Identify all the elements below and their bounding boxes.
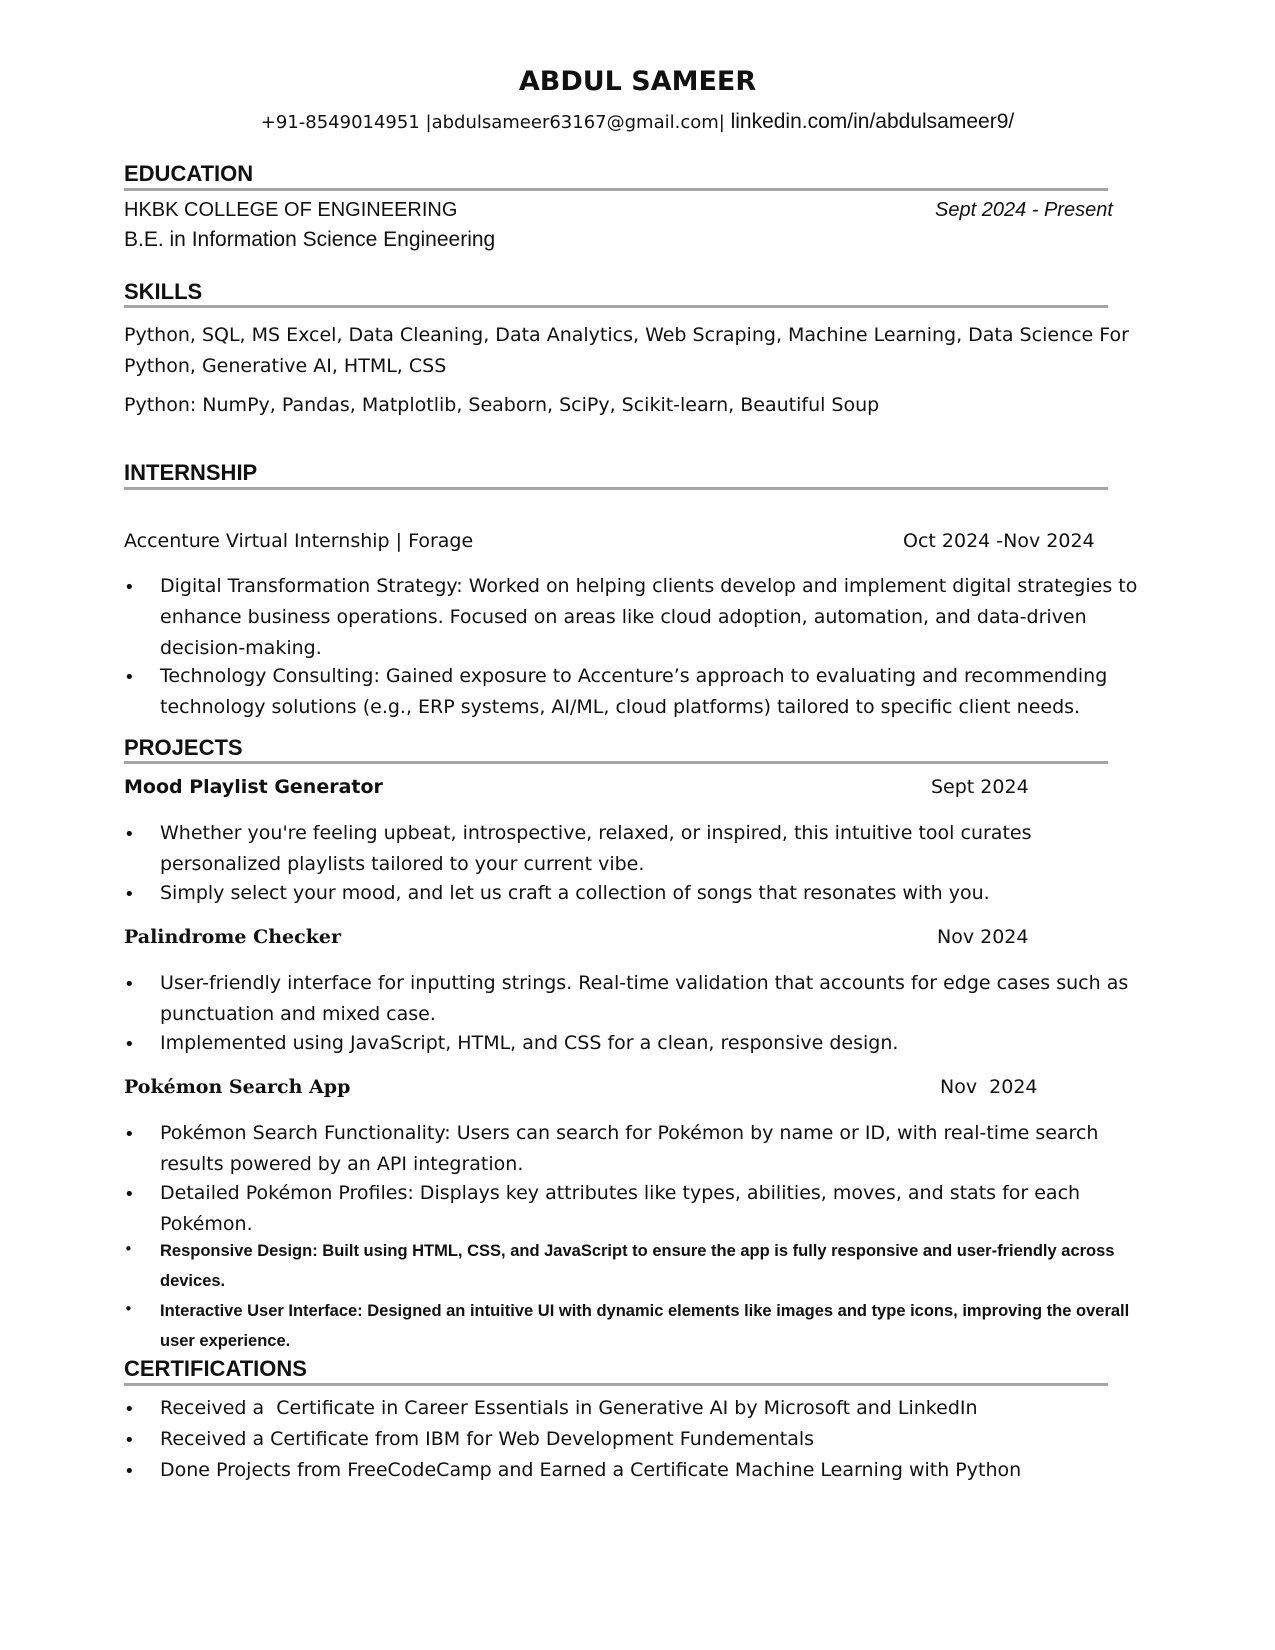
bullet-icon: •	[124, 667, 135, 688]
internship-dates: Oct 2024 -Nov 2024	[903, 530, 1095, 552]
internship-bullet-1: Digital Transformation Strategy: Worked on helping clients develop and implement digital strategies to enhance business operations. Focused on areas like cloud adoption, automation, and data-driven decision-making.	[160, 575, 1138, 659]
contact-text: +91-8549014951 |abdulsameer63167@gmail.com|	[260, 112, 731, 133]
bullet-icon: •	[124, 1240, 133, 1258]
certification-item: Received a Certificate in Career Essentials in Generative AI by Microsoft and LinkedIn	[160, 1397, 978, 1419]
internship-bullet-2: Technology Consulting: Gained exposure to Accenture’s approach to evaluating and recommending technology solutions (e.g., ERP systems, AI/ML, cloud platforms) tailored to specific client needs.	[160, 665, 1108, 718]
project-title: Pokémon Search App	[124, 1076, 351, 1098]
bullet-icon: •	[124, 1034, 135, 1055]
internship-heading: INTERNSHIP	[124, 460, 258, 485]
projects-heading: PROJECTS	[124, 735, 243, 760]
project-bullet: Simply select your mood, and let us craft a collection of songs that resonates with you.	[160, 882, 990, 904]
bullet-icon: •	[124, 1300, 133, 1318]
candidate-name: ABDUL SAMEER	[518, 66, 757, 97]
bullet-icon: •	[124, 974, 135, 995]
bullet-icon: •	[124, 1124, 135, 1145]
projects-divider	[124, 761, 1108, 764]
skills-heading: SKILLS	[124, 279, 203, 304]
certification-item: Done Projects from FreeCodeCamp and Earned a Certificate Machine Learning with Python	[160, 1459, 1022, 1481]
project-bullet: User-friendly interface for inputting strings. Real-time validation that accounts for edge cases such as punctuation and mixed case.	[160, 972, 1129, 1025]
project-title: Palindrome Checker	[124, 926, 341, 948]
skills-divider	[124, 305, 1108, 308]
project-bullet: Interactive User Interface: Designed an intuitive UI with dynamic elements like images and type icons, improving the overall user experience.	[160, 1302, 1130, 1350]
bullet-icon: •	[124, 577, 135, 598]
bullet-icon: •	[124, 1184, 135, 1205]
bullet-icon: •	[124, 1399, 135, 1420]
college-name: HKBK COLLEGE OF ENGINEERING	[124, 199, 458, 221]
bullet-icon: •	[124, 824, 135, 845]
bullet-icon: •	[124, 1461, 135, 1482]
bullet-icon: •	[124, 1430, 135, 1451]
contact-line	[0, 110, 1275, 134]
project-title: Mood Playlist Generator	[124, 776, 383, 798]
education-divider	[124, 188, 1108, 191]
degree-name: B.E. in Information Science Engineering	[124, 228, 496, 251]
education-dates: Sept 2024 - Present	[935, 199, 1113, 221]
project-date: Sept 2024	[931, 776, 1029, 798]
project-date: Nov 2024	[937, 926, 1029, 948]
internship-divider	[124, 487, 1108, 490]
project-date: Nov 2024	[940, 1076, 1038, 1098]
linkedin-link[interactable]: linkedin.com/in/abdulsameer9/	[730, 110, 1015, 133]
project-bullet: Pokémon Search Functionality: Users can search for Pokémon by name or ID, with real-time search results powered by an API integration.	[160, 1122, 1099, 1175]
certifications-divider	[124, 1383, 1108, 1386]
skills-list: Python, SQL, MS Excel, Data Cleaning, Data Analytics, Web Scraping, Machine Learning, Data Science For Python, Generative AI, HTML, CSS	[124, 324, 1129, 377]
bullet-icon: •	[124, 884, 135, 905]
project-bullet: Whether you're feeling upbeat, introspective, relaxed, or inspired, this intuitive tool curates personalized playlists tailored to your current vibe.	[160, 822, 1032, 875]
certification-item: Received a Certificate from IBM for Web Development Fundementals	[160, 1428, 815, 1450]
python-libraries: Python: NumPy, Pandas, Matplotlib, Seaborn, SciPy, Scikit-learn, Beautiful Soup	[124, 394, 880, 416]
project-bullet: Responsive Design: Built using HTML, CSS, and JavaScript to ensure the app is fully responsive and user-friendly across devices.	[160, 1242, 1115, 1290]
education-heading: EDUCATION	[124, 161, 254, 186]
project-bullet: Detailed Pokémon Profiles: Displays key attributes like types, abilities, moves, and stats for each Pokémon.	[160, 1182, 1081, 1235]
certifications-heading: CERTIFICATIONS	[124, 1356, 307, 1381]
internship-title: Accenture Virtual Internship | Forage	[124, 530, 474, 552]
project-bullet: Implemented using JavaScript, HTML, and CSS for a clean, responsive design.	[160, 1032, 899, 1054]
